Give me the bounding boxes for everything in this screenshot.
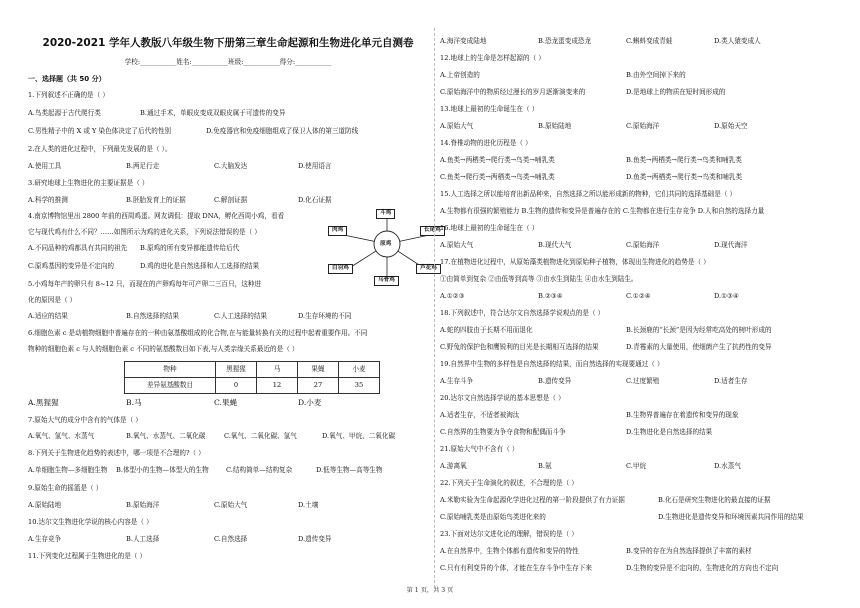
option: D.小麦 <box>298 398 322 407</box>
option: C.人工选择的结果 <box>214 312 268 320</box>
option: D.遗传变异 <box>298 535 332 543</box>
option: B.两足行走 <box>126 162 160 170</box>
option: A.①②③ <box>440 292 465 300</box>
option: D.生存环境的不同 <box>298 312 352 320</box>
table-cell: 27 <box>298 378 339 394</box>
option: D.类人猿变成人 <box>714 37 761 45</box>
option: B.化石是研究生物进化的最直接的证据 <box>658 496 771 504</box>
option: A.鱼类→两栖类→爬行类→鸟类→哺乳类 <box>440 156 555 164</box>
option: D.鱼类→两栖类→爬行类→鸟类和哺乳类 <box>626 173 743 181</box>
option: D.是地球上的物质在短时间形成的 <box>626 88 726 96</box>
option: C.自然界的生物要为争夺食物和配偶而斗争 <box>440 428 566 436</box>
table-cell: 0 <box>216 378 257 394</box>
option: C.果蝇 <box>214 398 238 407</box>
question-6-line-2: 物种的细胞色素 c 与人的细胞色素 c 不同的氨基酸数目如下表,与人类亲缘关系最近的是（ ） <box>28 345 299 353</box>
option: B.恐龙蛋变成恐龙 <box>538 37 592 45</box>
option: B.遗传变异 <box>538 377 572 385</box>
option: B.鱼类→两栖类→爬行类→鸟类和哺乳类 <box>626 156 742 164</box>
option: A.适者生存，不适者被淘汰 <box>440 411 520 419</box>
chicken-evolution-diagram <box>326 206 448 292</box>
question-17-statements: ①由简单到复杂 ②由低等到高等 ③由水生到陆生 ④由水生到陆生。 <box>440 275 638 283</box>
diagram-center-node: 原鸡 <box>380 241 392 247</box>
option: B.通过手术，单眼皮变成双眼皮属于可遗传的变异 <box>140 109 286 117</box>
option: C.男性精子中的 X 或 Y 染色体决定了后代的性别 <box>28 127 172 135</box>
question-15-options: A.生物都有很强的繁殖能力 B.生物的遗传和变异是普遍存在的 C.生物都在进行生存竞争 D.人和自然的选择力量 <box>440 207 765 215</box>
question-11: 11.下列变化过程属于生物进化的是（ ） <box>28 552 147 560</box>
diagram-node: 芦花鸡 <box>416 264 441 274</box>
option: B.原鸡的所有变异都能遗传给后代 <box>140 244 240 252</box>
option: D.土壤 <box>298 501 319 509</box>
option: D.免疫器官和免疫细胞组成了保卫人体的第三道防线 <box>206 127 359 135</box>
question-16: 16.地球上最初的生命诞生在（ ） <box>440 224 539 232</box>
option: C.鱼类→爬行类→两栖类→鸟类→哺乳类 <box>440 173 555 181</box>
table-row <box>125 378 380 394</box>
option: B.体型小的生物—体型大的生物 <box>116 466 209 474</box>
option: C.自然选择 <box>214 535 248 543</box>
table-cell: 12 <box>257 378 298 394</box>
option: C.甲烷 <box>626 462 647 470</box>
option: A.鸟类起源于古代爬行类 <box>28 109 101 117</box>
option: A.生存竞争 <box>28 535 62 543</box>
table-cell: 35 <box>339 378 380 394</box>
question-19: 19.自然界中生物的多样性是自然选择的结果，而自然选择的实现要通过（ ） <box>440 360 664 368</box>
question-10: 10.达尔文生物进化学说的核心内容是（ ） <box>28 518 153 526</box>
option: C.结构简单—结构复杂 <box>226 466 293 474</box>
option: D.青霉素的大量使用，使细菌产生了抗药性的变异 <box>626 343 772 351</box>
option: C.①②④ <box>626 292 651 300</box>
question-4-line-1: 4.南京博物馆里出 2800 年前的西周鸡蛋。网友调侃：提取 DNA，孵化西周小鸡，看看 <box>28 212 285 220</box>
option: C.氧气、二氧化碳、氢气 <box>224 432 297 440</box>
option: C.原始海洋 <box>626 241 660 249</box>
option: D.①③④ <box>714 292 739 300</box>
option: C.原始大气 <box>214 501 248 509</box>
table-header: 马 <box>257 362 298 378</box>
option: C.过度繁殖 <box>626 377 660 385</box>
question-23: 23.下面对达尔文进化论的理解，错误的是（ ） <box>440 530 578 538</box>
question-20: 20.达尔文自然选择学说的基本思想是（ ） <box>440 394 565 402</box>
option: B.马 <box>126 398 142 407</box>
option: A.适应的结果 <box>28 312 68 320</box>
question-5-line-2: 化的原因是（ ） <box>28 296 77 304</box>
table-cell: 差异氨基酸数目 <box>125 378 216 394</box>
option: A.在自然界中，生物个体都有遗传和变异的特性 <box>440 547 579 555</box>
question-12: 12.地球上的生命是怎样起源的（ ） <box>440 54 545 62</box>
diagram-node: 斗鸡 <box>376 209 395 219</box>
option: B.人工选择 <box>126 535 160 543</box>
amino-acid-table <box>124 361 380 394</box>
table-row <box>125 362 380 378</box>
question-22: 22.下列关于生命演化的叙述，不合理的是（ ） <box>440 479 578 487</box>
option: B.由外空间掉下来的 <box>626 71 686 79</box>
option: B.胚胎发育上的证据 <box>126 196 186 204</box>
table-header: 果蝇 <box>298 362 339 378</box>
option: B.现代大气 <box>538 241 572 249</box>
option: A.单细胞生物—多细胞生物 <box>28 466 108 474</box>
option: D.鸡的进化是自然选择和人工选择的结果 <box>140 262 260 270</box>
question-15: 15.人工选择之所以能培育出新品种来，自然选择之所以能形成新的物种，它们共同的选择基础是（ ） <box>440 190 737 198</box>
option: C.原始海洋中的物质经过漫长的岁月逐渐演变来的 <box>440 88 586 96</box>
question-3: 3.研究地球上生物进化的主要证据是（ ） <box>28 179 149 187</box>
option: D.生物的变异是不定向的，生物进化的方向也不定向 <box>626 564 779 572</box>
option: D.氧气、甲烷、二氧化碳 <box>322 432 396 440</box>
question-21: 21.原始大气中不含有（ ） <box>440 445 519 453</box>
option: D.水蒸气 <box>714 462 741 470</box>
option: D.生物进化是遗传变异和环境因素共同作用的结果 <box>658 513 804 521</box>
option: C.野兔的保护色和鹰锐利的目光是长期相互选择的结果 <box>440 343 599 351</box>
option: A.氧气、氢气、水蒸气 <box>28 432 95 440</box>
option: D.现代海洋 <box>714 241 748 249</box>
option: B.氧气、水蒸气、二氧化碳 <box>126 432 206 440</box>
option: A.海洋变成陆地 <box>440 37 487 45</box>
option: D.低等生物—高等生物 <box>316 466 383 474</box>
question-18: 18.下列叙述中，符合达尔文自然选择学说观点的是（ ） <box>440 309 605 317</box>
question-13: 13.地球上最初的生命诞生在（ ） <box>440 105 539 113</box>
option: B.氨 <box>538 462 552 470</box>
option: C.原始哺乳类是由原始鸟类进化来的 <box>440 513 546 521</box>
option: A.使用工具 <box>28 162 62 170</box>
option: A.游离氧 <box>440 462 467 470</box>
option: B.原始海洋 <box>126 501 160 509</box>
option: B.长颈鹿的“长颈”是因为经常吃高处的树叶形成的 <box>626 326 772 334</box>
page-footer: 第 1 页，共 3 页 <box>406 587 454 594</box>
column-divider <box>434 28 435 588</box>
option: A.原始大气 <box>440 241 474 249</box>
option: D.原始天空 <box>714 122 748 130</box>
question-8: 8.下列关于生物进化趋势的表述中，哪一项是不合理的?（ ） <box>28 449 205 457</box>
diagram-node: 长尾鸡 <box>420 226 445 236</box>
option: A.原始大气 <box>440 122 474 130</box>
question-9: 9.原始生命的摇篮是（ ） <box>28 484 103 492</box>
option: C.蝌蚪变成青蛙 <box>626 37 673 45</box>
option: C.只有有利变异的个体，才能在生存斗争中生存下来 <box>440 564 592 572</box>
option: A.黑猩猩 <box>28 398 59 407</box>
table-header: 小麦 <box>339 362 380 378</box>
question-5-line-1: 5.小鸡每年产的卵只有 8~12 只，而现在的产卵鸡每年可产卵二三百只，这种进 <box>28 280 261 288</box>
section-heading: 一、选择题（共 50 分） <box>28 75 106 83</box>
diagram-node: 白羽鸡 <box>328 264 353 274</box>
option: A.米勒实验为生命起源化学进化过程的第一阶段提供了有力证据 <box>440 496 625 504</box>
question-6-line-1: 6.细胞色素 c 是动植物细胞中普遍存在的一种由氨基酸组成的化合物,在与能量转换有关的过程中起着重要作用。不同 <box>28 329 368 337</box>
option: A.上帝创造的 <box>440 71 480 79</box>
option: A.蛇的四肢由于长期不用而退化 <box>440 326 533 334</box>
page-title: 2020-2021 学年人教版八年级生物下册第三章生命起源和生物进化单元自测卷 <box>42 37 414 49</box>
option: A.生存斗争 <box>440 377 474 385</box>
question-1: 1.下列叙述不正确的是（ ） <box>28 91 109 99</box>
table-header: 黑猩猩 <box>216 362 257 378</box>
option: B.变异的存在为自然选择提供了丰富的素材 <box>626 547 752 555</box>
question-2: 2.在人类的进化过程中，下列最先发展的是（ ）。 <box>28 145 172 153</box>
option: A.科学的推测 <box>28 196 68 204</box>
option: D.化石证据 <box>298 196 332 204</box>
option: D.使用语言 <box>298 162 332 170</box>
option: C.原始海洋 <box>626 122 660 130</box>
table-header: 物种 <box>125 362 216 378</box>
option: A.不同品种的鸡都具有共同的祖先 <box>28 244 128 252</box>
option: C.大脑发达 <box>214 162 248 170</box>
student-info-line: 学校:___________姓名:___________班级:___________得分:___________ <box>124 58 332 66</box>
question-4-line-2: 它与现代鸡有什么不同？……如图所示为鸡的进化关系，下列说法错误的是（ ） <box>28 228 261 236</box>
question-14: 14.脊椎动物的进化历程是（ ） <box>440 139 532 147</box>
diagram-node: 肉鸡 <box>328 226 347 236</box>
option: C.解剖证据 <box>214 196 248 204</box>
option: A.原始陆地 <box>28 501 62 509</box>
option: D.生物进化是自然选择的结果 <box>626 428 713 436</box>
option: B.②③④ <box>538 292 563 300</box>
diagram-node: 乌骨鸡 <box>374 276 399 286</box>
option: D.适者生存 <box>714 377 748 385</box>
option: B.原始陆地 <box>538 122 572 130</box>
question-17: 17.在植物进化过程中，从原始藻类植物进化到原始种子植物，体现出生物进化的趋势是（ ） <box>440 258 710 266</box>
option: C.原鸡基因的变异是不定向的 <box>28 262 115 270</box>
question-7: 7.原始大气的成分中含有的气体是（ ） <box>28 416 142 424</box>
option: B.生物界普遍存在着遗传和变异的现象 <box>626 411 739 419</box>
option: B.自然选择的结果 <box>126 312 180 320</box>
